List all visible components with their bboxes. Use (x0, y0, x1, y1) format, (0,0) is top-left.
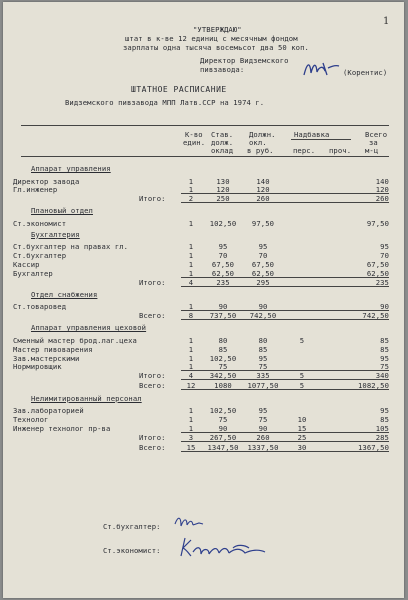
cell-qty: 1 (188, 415, 194, 424)
cell-total: 140 (375, 176, 389, 186)
director-signature (301, 57, 341, 79)
col-total-header-2: за (369, 138, 378, 147)
document-subtitle: Видземского пивзавода МПП Латв.ССР на 1974 г. (65, 98, 265, 107)
document-page (3, 2, 404, 598)
cell-pers: 15 (297, 423, 307, 433)
cell-rate: 85 (218, 344, 228, 354)
cell-salary: 75 (258, 362, 268, 372)
cell-total: 85 (380, 415, 389, 424)
cell-salary: 95 (258, 242, 268, 252)
row-label: Бухгалтер (13, 268, 53, 278)
approval-title: "УТВЕРЖДАЮ" (193, 25, 242, 34)
col-total-header: Всего (365, 130, 388, 139)
subtotal-rule (181, 441, 389, 442)
section-title: Бухгалтерия (31, 229, 80, 239)
cell-salary: 67,50 (251, 260, 275, 269)
cell-salary: 90 (258, 423, 268, 433)
row-label: Зав.лабораторией (13, 406, 84, 416)
col-bonus-other-header: проч. (329, 146, 352, 155)
cell-total: 85 (380, 344, 389, 354)
economist-signature (179, 534, 291, 560)
cell-salary: 95 (258, 406, 268, 416)
cell-qty: 1 (188, 260, 194, 269)
header-bottom-rule (21, 156, 389, 157)
cell-pers: 10 (297, 415, 307, 424)
cell-qty: 4 (188, 277, 194, 287)
cell-qty: 1 (188, 176, 194, 186)
cell-pers: 30 (297, 442, 307, 452)
subtotal-rule (181, 286, 389, 287)
row-label: Сменный мастер брод.лаг.цеха (13, 336, 137, 345)
cell-pers: 5 (299, 336, 305, 345)
row-label: Нормировщик (13, 362, 62, 372)
cell-total: 62,50 (366, 268, 389, 278)
cell-rate: 90 (218, 423, 228, 433)
cell-salary: 70 (258, 251, 268, 261)
section-title: Отдел снабжения (31, 289, 98, 299)
col-qty-header-2: един. (183, 138, 206, 147)
cell-qty: 1 (188, 219, 194, 228)
row-label: Итого: (139, 432, 166, 442)
row-label: Директор завода (13, 176, 80, 186)
col-qty-header: К-во (185, 130, 203, 139)
row-label: Ст.экономист (13, 219, 67, 228)
cell-rate: 80 (218, 336, 228, 345)
row-label: Всего: (139, 311, 166, 321)
cell-qty: 15 (186, 442, 196, 452)
cell-total: 1082,50 (358, 381, 389, 391)
cell-pers: 5 (299, 381, 305, 391)
cell-total: 260 (375, 194, 389, 204)
approval-line-2: зарплаты одна тысяча восемьсот два 50 коп. (123, 43, 309, 52)
cell-qty: 2 (188, 194, 194, 204)
cell-qty: 1 (188, 344, 194, 354)
cell-total: 235 (375, 277, 389, 287)
row-label: Ст.бухгалтер на правах гл. (13, 242, 129, 252)
col-bonus-header: Надбавка (294, 130, 330, 139)
cell-qty: 1 (188, 353, 194, 363)
cell-rate: 267,50 (209, 432, 237, 442)
section-title: Нелимитированный персонал (31, 393, 142, 403)
section-title: Плановый отдел (31, 206, 93, 216)
cell-qty: 4 (188, 371, 194, 381)
cell-rate: 250 (216, 194, 230, 204)
row-label: Мастер пивоварения (13, 344, 93, 354)
col-salary-header-2: окл. (249, 138, 267, 147)
row-label: Итого: (139, 277, 166, 287)
row-label: Итого: (139, 194, 166, 204)
col-salary-header-3: в руб. (247, 146, 274, 155)
cell-rate: 1080 (214, 381, 232, 391)
cell-qty: 12 (186, 381, 196, 391)
cell-rate: 102,50 (209, 406, 237, 416)
cell-rate: 95 (218, 242, 228, 252)
cell-salary: 95 (258, 353, 268, 363)
col-total-header-3: м-ц (365, 146, 379, 155)
table-top-rule (21, 125, 389, 126)
col-salary-header: Должн. (249, 130, 276, 139)
cell-salary: 80 (258, 336, 268, 345)
cell-qty: 1 (188, 362, 194, 372)
row-label: Ст.бухгалтер (13, 251, 67, 261)
cell-qty: 1 (188, 242, 194, 252)
cell-qty: 3 (188, 432, 194, 442)
section-title: Аппарат управления (31, 164, 111, 173)
cell-total: 340 (375, 371, 389, 381)
director-name: (Корентис) (343, 68, 388, 77)
accountant-signature (173, 514, 213, 530)
document-title: ШТАТНОЕ РАСПИСАНИЕ (131, 85, 227, 94)
cell-qty: 1 (188, 251, 194, 261)
cell-pers: 5 (299, 371, 305, 381)
row-label: Кассир (13, 260, 40, 269)
subtotal-rule (181, 451, 389, 452)
cell-qty: 1 (188, 302, 194, 312)
col-rate-header-3: оклад (211, 146, 234, 155)
cell-total: 95 (380, 353, 389, 363)
cell-qty: 1 (188, 185, 194, 195)
cell-salary: 75 (258, 415, 268, 424)
subtotal-rule (181, 319, 389, 320)
cell-total: 95 (380, 406, 389, 416)
economist-label: Ст.экономист: (103, 546, 161, 555)
cell-total: 120 (375, 185, 389, 195)
cell-total: 97,50 (366, 219, 389, 228)
cell-salary: 260 (256, 432, 270, 442)
cell-rate: 342,50 (209, 371, 237, 381)
cell-total: 105 (375, 423, 389, 433)
bonus-divider (291, 139, 351, 140)
cell-total: 67,50 (366, 260, 389, 269)
cell-qty: 1 (188, 336, 194, 345)
cell-qty: 1 (188, 268, 194, 278)
cell-salary: 90 (258, 302, 268, 312)
subtotal-rule (181, 379, 389, 380)
cell-rate: 75 (218, 415, 228, 424)
cell-rate: 75 (218, 362, 228, 372)
cell-total: 1367,50 (358, 442, 389, 452)
cell-total: 85 (380, 336, 389, 345)
row-label: Всего: (139, 442, 166, 452)
row-label: Итого: (139, 371, 166, 381)
page-number: 1 (383, 16, 390, 27)
approval-line-3: Директор Видземского (200, 56, 289, 65)
cell-rate: 1347,50 (207, 442, 239, 452)
cell-rate: 737,50 (209, 311, 237, 321)
row-label: Гл.инженер (13, 185, 58, 195)
approval-line-4: пивзавода: (200, 65, 245, 74)
subtotal-rule (181, 389, 389, 390)
cell-salary: 97,50 (251, 219, 275, 228)
cell-rate: 235 (216, 277, 230, 287)
cell-salary: 1337,50 (247, 442, 279, 452)
cell-total: 75 (380, 362, 389, 372)
cell-qty: 8 (188, 311, 194, 321)
col-rate-header: Став. (211, 130, 234, 139)
cell-rate: 70 (218, 251, 228, 261)
cell-total: 70 (380, 251, 389, 261)
cell-salary: 260 (256, 194, 270, 204)
cell-qty: 1 (188, 406, 194, 416)
cell-rate: 67,50 (211, 260, 235, 269)
row-label: Технолог (13, 415, 49, 424)
cell-rate: 130 (216, 176, 230, 186)
cell-salary: 742,50 (249, 311, 277, 321)
cell-total: 95 (380, 242, 389, 252)
cell-salary: 85 (258, 344, 268, 354)
cell-salary: 1077,50 (247, 381, 279, 391)
cell-total: 742,50 (362, 311, 389, 321)
col-rate-header-2: долж. (211, 138, 234, 147)
row-label: Всего: (139, 381, 166, 391)
cell-rate: 102,50 (209, 219, 237, 228)
cell-rate: 62,50 (211, 268, 235, 278)
cell-pers: 25 (297, 432, 307, 442)
cell-salary: 295 (256, 277, 270, 287)
row-label: Зав.мастерскими (13, 353, 80, 363)
accountant-label: Ст.бухгалтер: (103, 522, 161, 531)
cell-salary: 335 (256, 371, 270, 381)
cell-rate: 102,50 (209, 353, 237, 363)
cell-salary: 140 (256, 176, 270, 186)
subtotal-rule (181, 202, 389, 203)
col-bonus-pers-header: перс. (293, 146, 316, 155)
cell-total: 285 (375, 432, 389, 442)
cell-salary: 120 (256, 185, 270, 195)
cell-rate: 120 (216, 185, 230, 195)
cell-qty: 1 (188, 423, 194, 433)
cell-total: 90 (380, 302, 389, 312)
row-label: Ст.товаровед (13, 302, 67, 312)
row-label: Инженер технолог пр-ва (13, 423, 111, 433)
cell-salary: 62,50 (251, 268, 275, 278)
approval-line-1: штат в к-ве 12 единиц с месячным фондом (125, 34, 298, 43)
cell-rate: 90 (218, 302, 228, 312)
section-title: Аппарат управления цеховой (31, 323, 147, 333)
